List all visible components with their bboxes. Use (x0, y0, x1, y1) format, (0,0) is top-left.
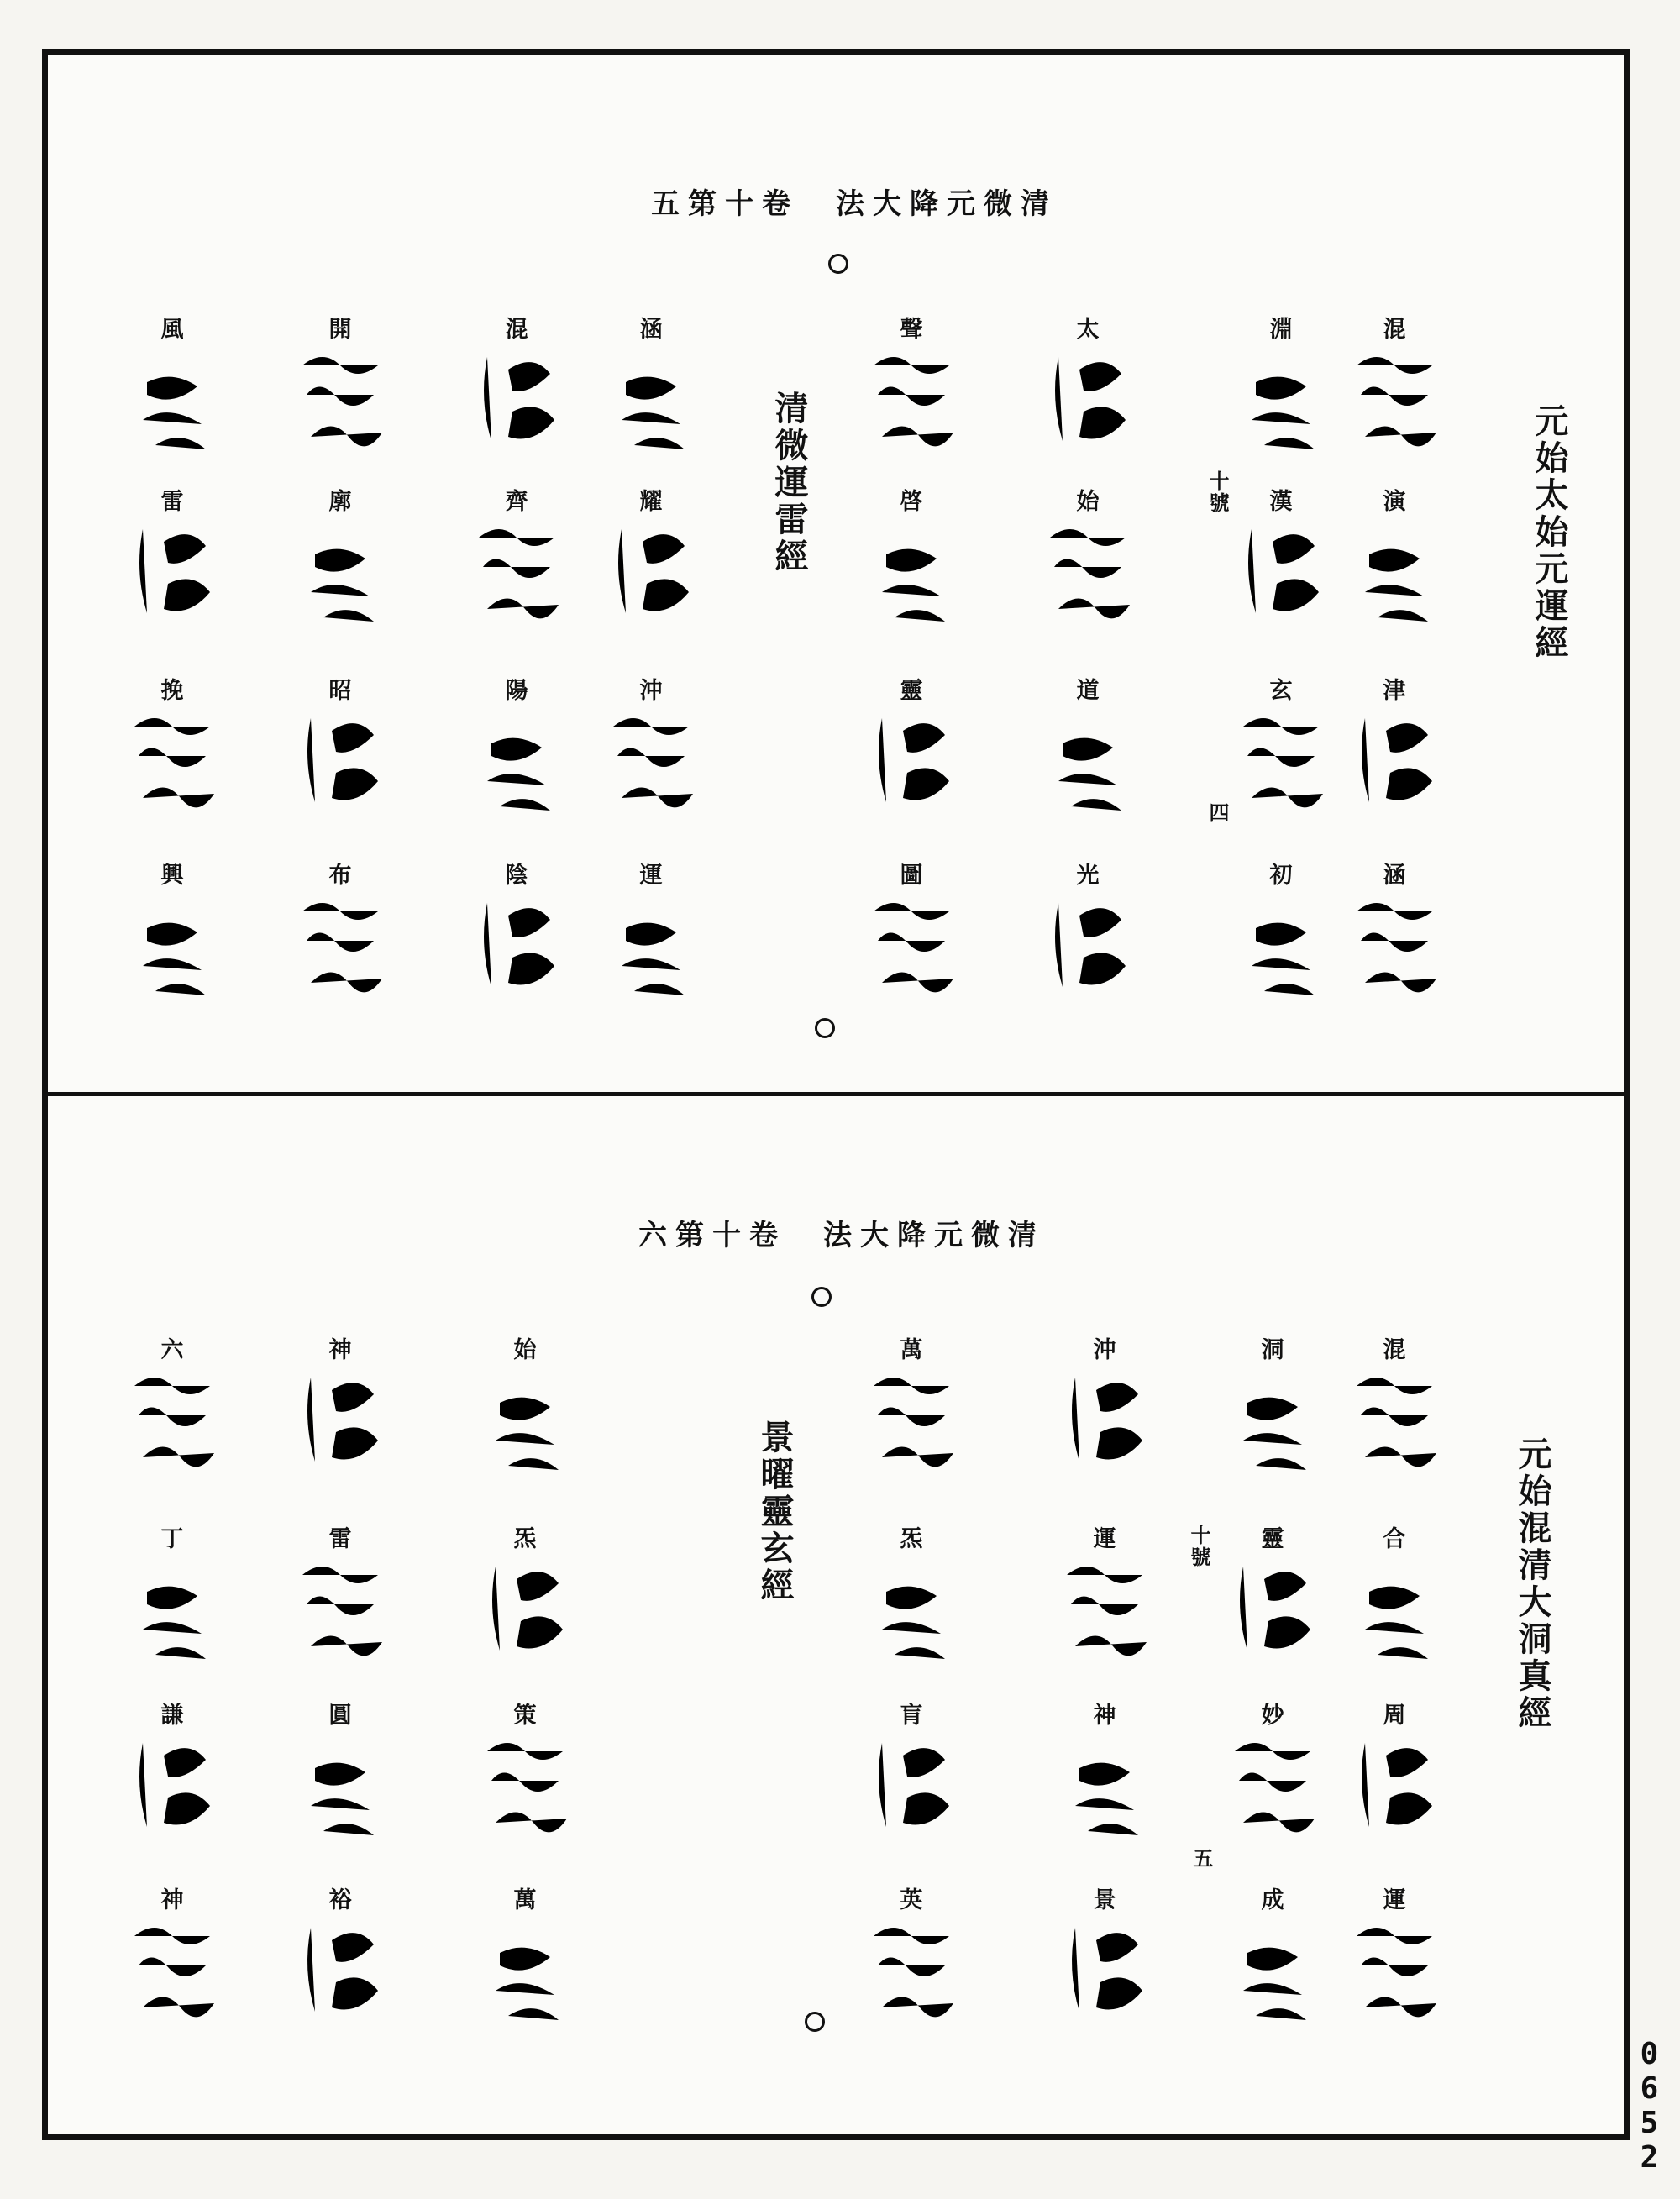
glyph-cell (1042, 1331, 1168, 1525)
glyph-cell (848, 1697, 974, 1890)
glyph-caption: 廓 (328, 489, 352, 515)
seal-glyph-icon (1054, 1915, 1155, 2024)
seal-glyph-icon (1054, 1365, 1155, 1474)
top-note-a: 十號 (1205, 470, 1230, 514)
glyph-caption: 神 (328, 1337, 352, 1363)
seal-glyph-icon (1222, 1365, 1323, 1474)
glyph-caption: 妙 (1261, 1703, 1284, 1729)
glyph-cell (1210, 1697, 1336, 1890)
seal-glyph-icon (290, 1915, 391, 2024)
glyph-cell (1331, 1881, 1457, 2075)
glyph-cell (109, 1331, 235, 1525)
glyph-cell (588, 483, 714, 676)
glyph-caption: 洞 (1261, 1337, 1284, 1363)
glyph-cell (848, 483, 974, 676)
glyph-cell (1210, 1520, 1336, 1714)
bottom-note-a: 十號 (1187, 1525, 1211, 1568)
seal-glyph-icon (475, 1365, 575, 1474)
glyph-caption: 神 (160, 1887, 184, 1913)
glyph-caption: 靈 (1261, 1526, 1284, 1552)
glyph-caption: 炁 (900, 1526, 923, 1552)
seal-glyph-icon (1344, 517, 1445, 626)
seal-glyph-icon (122, 344, 223, 454)
glyph-caption: 圖 (900, 863, 923, 889)
seal-glyph-icon (475, 1730, 575, 1839)
glyph-caption: 道 (1076, 678, 1100, 704)
glyph-caption: 太 (1076, 317, 1100, 343)
seal-glyph-icon (122, 1730, 223, 1839)
seal-glyph-icon (290, 1554, 391, 1663)
glyph-caption: 運 (1093, 1526, 1116, 1552)
glyph-caption: 沖 (639, 678, 663, 704)
seal-glyph-icon (601, 890, 701, 1000)
seal-glyph-icon (861, 1730, 962, 1839)
seal-glyph-icon (475, 1915, 575, 2024)
seal-glyph-icon (861, 1365, 962, 1474)
glyph-cell (848, 857, 974, 1050)
seal-glyph-icon (122, 890, 223, 1000)
seal-glyph-icon (861, 1915, 962, 2024)
glyph-cell (848, 311, 974, 504)
glyph-cell (109, 857, 235, 1050)
glyph-caption: 靈 (900, 678, 923, 704)
glyph-cell (1331, 1331, 1457, 1525)
glyph-cell (1218, 483, 1344, 676)
glyph-caption: 興 (160, 863, 184, 889)
glyph-caption: 齊 (505, 489, 528, 515)
glyph-caption: 涵 (1383, 863, 1406, 889)
glyph-caption: 圓 (328, 1703, 352, 1729)
glyph-cell (109, 311, 235, 504)
glyph-cell (109, 1697, 235, 1890)
seal-glyph-icon (1344, 706, 1445, 815)
glyph-cell (848, 1331, 974, 1525)
seal-glyph-icon (122, 1365, 223, 1474)
top-running-header: 五第十卷 法大降元微清 (651, 187, 1058, 221)
glyph-cell (1218, 857, 1344, 1050)
glyph-caption: 演 (1383, 489, 1406, 515)
seal-glyph-icon (122, 517, 223, 626)
glyph-cell (454, 483, 580, 676)
glyph-caption: 陰 (505, 863, 528, 889)
glyph-caption: 運 (1383, 1887, 1406, 1913)
glyph-cell (1331, 311, 1457, 504)
seal-glyph-icon (861, 1554, 962, 1663)
glyph-cell (1042, 1697, 1168, 1890)
seal-glyph-icon (1037, 344, 1138, 454)
seal-glyph-icon (122, 1915, 223, 2024)
seal-glyph-icon (1344, 1730, 1445, 1839)
seal-glyph-icon (601, 706, 701, 815)
glyph-caption: 耀 (639, 489, 663, 515)
seal-glyph-icon (290, 344, 391, 454)
glyph-caption: 聲 (900, 317, 923, 343)
bottom-running-header: 六第十卷 法大降元微清 (638, 1219, 1045, 1252)
seal-glyph-icon (1054, 1554, 1155, 1663)
glyph-caption: 初 (1269, 863, 1293, 889)
glyph-cell (1331, 857, 1457, 1050)
glyph-cell (277, 1520, 403, 1714)
glyph-caption: 光 (1076, 863, 1100, 889)
seal-glyph-icon (466, 706, 567, 815)
glyph-cell (588, 311, 714, 504)
glyph-caption: 雷 (160, 489, 184, 515)
bottom-note-b: 五 (1189, 1848, 1214, 1870)
glyph-caption: 津 (1383, 678, 1406, 704)
glyph-cell (109, 672, 235, 865)
seal-glyph-icon (1344, 344, 1445, 454)
glyph-caption: 英 (900, 1887, 923, 1913)
glyph-caption: 布 (328, 863, 352, 889)
bottom-scripture-title: 元始混清大洞真經 (1513, 1436, 1552, 1732)
seal-glyph-icon (1037, 706, 1138, 815)
glyph-cell (588, 857, 714, 1050)
glyph-caption: 周 (1383, 1703, 1406, 1729)
glyph-caption: 運 (639, 863, 663, 889)
glyph-cell (462, 1697, 588, 1890)
glyph-caption: 混 (505, 317, 528, 343)
seal-glyph-icon (1344, 890, 1445, 1000)
seal-glyph-icon (1037, 517, 1138, 626)
glyph-caption: 淵 (1269, 317, 1293, 343)
seal-glyph-icon (1222, 1915, 1323, 2024)
seal-glyph-icon (290, 1365, 391, 1474)
seal-glyph-icon (466, 517, 567, 626)
seal-glyph-icon (466, 890, 567, 1000)
glyph-cell (277, 857, 403, 1050)
glyph-cell (1025, 857, 1151, 1050)
seal-glyph-icon (1054, 1730, 1155, 1839)
seal-glyph-icon (601, 344, 701, 454)
glyph-cell (1025, 672, 1151, 865)
glyph-caption: 啓 (900, 489, 923, 515)
glyph-caption: 涵 (639, 317, 663, 343)
seal-glyph-icon (1231, 890, 1331, 1000)
glyph-caption: 炁 (513, 1526, 537, 1552)
glyph-caption: 合 (1383, 1526, 1406, 1552)
seal-glyph-icon (1037, 890, 1138, 1000)
seal-glyph-icon (1344, 1554, 1445, 1663)
top-circle-mark (828, 254, 848, 274)
glyph-cell (848, 672, 974, 865)
glyph-cell (277, 311, 403, 504)
seal-glyph-icon (861, 344, 962, 454)
glyph-caption: 昭 (328, 678, 352, 704)
glyph-cell (1210, 1881, 1336, 2075)
glyph-caption: 玄 (1269, 678, 1293, 704)
glyph-cell (277, 1331, 403, 1525)
glyph-cell (454, 857, 580, 1050)
glyph-cell (848, 1881, 974, 2075)
glyph-cell (1042, 1520, 1168, 1714)
glyph-caption: 肓 (900, 1703, 923, 1729)
bottom-circle-mark (811, 1287, 832, 1307)
top-scripture-title: 元始太始元運經 (1530, 403, 1569, 662)
glyph-caption: 混 (1383, 317, 1406, 343)
glyph-cell (454, 672, 580, 865)
glyph-cell (462, 1881, 588, 2075)
glyph-caption: 風 (160, 317, 184, 343)
glyph-caption: 丁 (160, 1526, 184, 1552)
top-circle-mark-lower (815, 1018, 835, 1038)
glyph-caption: 六 (160, 1337, 184, 1363)
top-mid-title: 清微運雷經 (769, 391, 809, 575)
glyph-cell (462, 1520, 588, 1714)
glyph-cell (109, 483, 235, 676)
glyph-cell (277, 1881, 403, 2075)
glyph-caption: 萬 (513, 1887, 537, 1913)
glyph-caption: 成 (1261, 1887, 1284, 1913)
seal-glyph-icon (1231, 517, 1331, 626)
page-number: 0652 (1632, 2037, 1667, 2175)
seal-glyph-icon (290, 706, 391, 815)
glyph-caption: 神 (1093, 1703, 1116, 1729)
seal-glyph-icon (861, 890, 962, 1000)
bottom-mid-title: 景曜靈玄經 (755, 1420, 795, 1604)
glyph-cell (277, 672, 403, 865)
glyph-cell (109, 1881, 235, 2075)
seal-glyph-icon (290, 517, 391, 626)
seal-glyph-icon (1231, 344, 1331, 454)
glyph-cell (848, 1520, 974, 1714)
seal-glyph-icon (1344, 1915, 1445, 2024)
top-note-b: 四 (1205, 802, 1230, 824)
glyph-caption: 始 (513, 1337, 537, 1363)
glyph-caption: 陽 (505, 678, 528, 704)
seal-glyph-icon (1344, 1365, 1445, 1474)
glyph-cell (277, 1697, 403, 1890)
glyph-cell (454, 311, 580, 504)
bottom-circle-mark-lower (805, 2012, 825, 2032)
seal-glyph-icon (290, 1730, 391, 1839)
glyph-caption: 景 (1093, 1887, 1116, 1913)
seal-glyph-icon (475, 1554, 575, 1663)
glyph-cell (1218, 672, 1344, 865)
glyph-cell (1025, 483, 1151, 676)
seal-glyph-icon (1231, 706, 1331, 815)
glyph-caption: 謙 (160, 1703, 184, 1729)
glyph-cell (1331, 1520, 1457, 1714)
page-divider (42, 1092, 1630, 1096)
seal-glyph-icon (1222, 1554, 1323, 1663)
seal-glyph-icon (861, 706, 962, 815)
glyph-cell (462, 1331, 588, 1525)
glyph-cell (1331, 672, 1457, 865)
glyph-caption: 挽 (160, 678, 184, 704)
glyph-cell (277, 483, 403, 676)
glyph-cell (1218, 311, 1344, 504)
seal-glyph-icon (122, 706, 223, 815)
seal-glyph-icon (290, 890, 391, 1000)
glyph-cell (1210, 1331, 1336, 1525)
glyph-caption: 始 (1076, 489, 1100, 515)
seal-glyph-icon (466, 344, 567, 454)
glyph-caption: 混 (1383, 1337, 1406, 1363)
glyph-caption: 裕 (328, 1887, 352, 1913)
glyph-cell (588, 672, 714, 865)
glyph-cell (1331, 483, 1457, 676)
seal-glyph-icon (861, 517, 962, 626)
glyph-cell (109, 1520, 235, 1714)
glyph-caption: 雷 (328, 1526, 352, 1552)
glyph-cell (1331, 1697, 1457, 1890)
glyph-caption: 沖 (1093, 1337, 1116, 1363)
seal-glyph-icon (601, 517, 701, 626)
seal-glyph-icon (1222, 1730, 1323, 1839)
glyph-caption: 開 (328, 317, 352, 343)
glyph-caption: 漢 (1269, 489, 1293, 515)
seal-glyph-icon (122, 1554, 223, 1663)
glyph-caption: 策 (513, 1703, 537, 1729)
glyph-cell (1025, 311, 1151, 504)
glyph-caption: 萬 (900, 1337, 923, 1363)
glyph-cell (1042, 1881, 1168, 2075)
